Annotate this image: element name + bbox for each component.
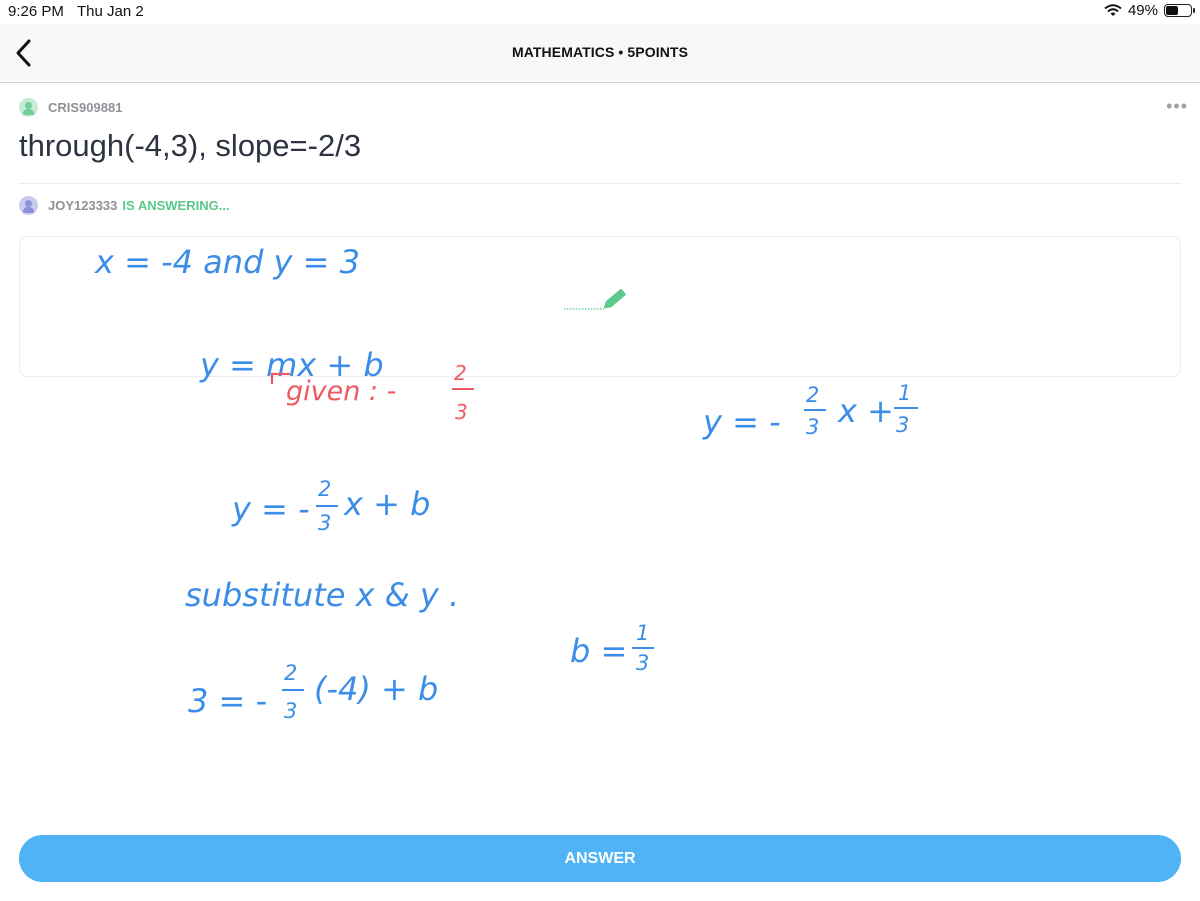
handwritten-line: 3 = - xyxy=(188,682,268,720)
handwritten-line: y = mx + b xyxy=(200,346,384,384)
avatar[interactable] xyxy=(19,196,38,215)
fraction-numerator: 2 xyxy=(454,361,467,385)
avatar[interactable] xyxy=(19,98,38,117)
fraction-numerator: 2 xyxy=(318,477,332,501)
question-author xyxy=(19,98,122,117)
fraction-denominator: 3 xyxy=(318,511,332,535)
handwritten-line: x = -4 and y = 3 xyxy=(95,243,360,281)
answerer-status xyxy=(19,196,230,215)
fraction-numerator: 1 xyxy=(636,621,650,645)
fraction-denominator: 3 xyxy=(636,651,650,675)
status-bar xyxy=(0,0,1200,24)
divider xyxy=(19,183,1181,184)
fraction-denominator: 3 xyxy=(806,415,820,439)
handwritten-line: y = - xyxy=(232,490,310,528)
nav-bar xyxy=(0,24,1200,83)
answerer-username[interactable]: JOY123333 xyxy=(48,198,118,213)
status-indicators xyxy=(1104,2,1192,19)
handwritten-result: b = xyxy=(570,632,628,670)
more-options-icon[interactable]: ••• xyxy=(1166,96,1188,116)
wifi-icon xyxy=(1104,4,1122,17)
fraction-numerator: 2 xyxy=(284,661,298,685)
answering-status: IS ANSWERING... xyxy=(122,198,230,213)
author-username[interactable]: CRIS909881 xyxy=(48,100,123,115)
status-date: Thu Jan 2 xyxy=(77,3,144,20)
answer-button[interactable]: ANSWER xyxy=(19,835,1181,882)
fraction-denominator: 3 xyxy=(455,400,468,424)
battery-percent: 49% xyxy=(1127,2,1158,19)
handwritten-result: x + xyxy=(838,392,894,430)
question-text: through(-4,3), slope=-2/3 xyxy=(19,128,362,163)
handwritten-line: (-4) + b xyxy=(314,670,439,708)
battery-icon xyxy=(1164,4,1192,17)
handwritten-line: substitute x & y . xyxy=(185,576,460,614)
status-time: 9:26 PM xyxy=(8,3,64,20)
fraction-denominator: 3 xyxy=(284,699,298,723)
handwritten-note: given : - xyxy=(286,376,397,407)
fraction-denominator: 3 xyxy=(896,413,910,437)
handwritten-line: x + b xyxy=(344,485,431,523)
page-title: MATHEMATICS • 5POINTS xyxy=(511,44,689,60)
pencil-icon xyxy=(562,286,632,316)
fraction-numerator: 1 xyxy=(898,381,912,405)
battery-level xyxy=(1166,6,1178,15)
fraction-numerator: 2 xyxy=(806,383,820,407)
handwritten-result: y = - xyxy=(703,403,781,441)
